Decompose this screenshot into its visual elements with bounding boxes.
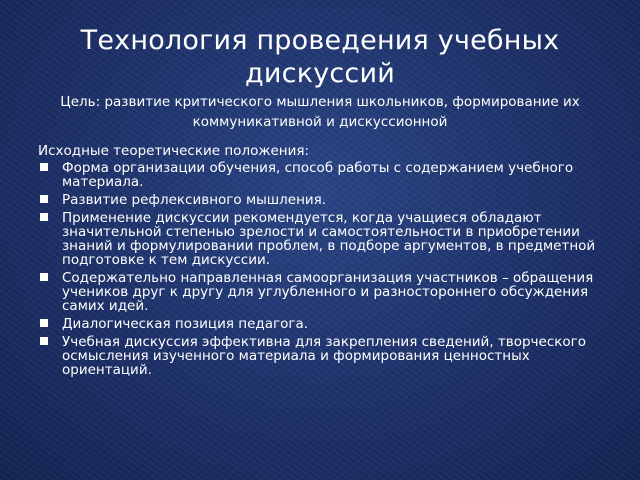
square-bullet-icon	[40, 273, 48, 281]
bullet-item	[38, 161, 610, 189]
square-bullet-icon	[40, 337, 48, 345]
bullet-item	[38, 193, 610, 207]
bullet-item	[38, 335, 610, 377]
intro-heading: Исходные теоретические положения:	[38, 143, 310, 159]
square-bullet-icon	[40, 195, 48, 203]
bullet-text: Применение дискуссии рекомендуется, когда учащиеся обладают значительной степенью зрелости и самостоятельности в приобретении знаний и формулировании проблем, в подборе аргументов, в предметной подготовке к тем дискуссии.	[62, 210, 596, 268]
bullet-text: Форма организации обучения, способ работы с содержанием учебного материала.	[62, 160, 574, 190]
bullet-text: Содержательно направленная самоорганизация участников – обращения учеников друг к другу для углубленного и разностороннего обсуждения самих идей.	[62, 270, 594, 314]
bullet-item	[38, 211, 610, 267]
bullet-item	[38, 317, 610, 331]
square-bullet-icon	[40, 319, 48, 327]
bullet-text: Диалогическая позиция педагога.	[62, 316, 309, 332]
bullet-list	[38, 161, 610, 381]
square-bullet-icon	[40, 163, 48, 171]
slide-title: Технология проведения учебных дискуссий	[80, 25, 560, 89]
bullet-text: Учебная дискуссия эффективна для закрепления сведений, творческого осмысления изученного материала и формирования ценностных ориентаций.	[62, 334, 587, 378]
bullet-text: Развитие рефлексивного мышления.	[62, 192, 327, 208]
square-bullet-icon	[40, 213, 48, 221]
bullet-item	[38, 271, 610, 313]
slide-subtitle: Цель: развитие критического мышления школьников, формирование их коммуникативной и дискуссионной	[60, 94, 580, 130]
